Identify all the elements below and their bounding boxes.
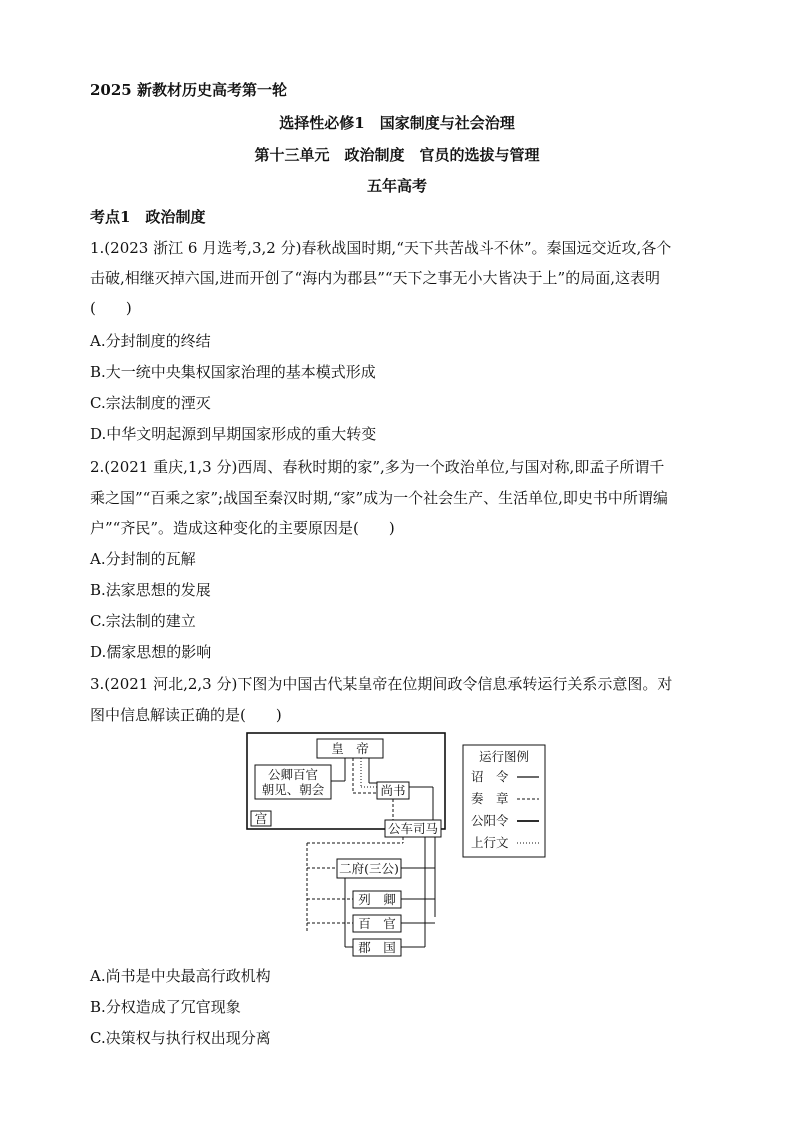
q3-line-1: 3.(2021 河北,2,3 分)下图为中国古代某皇帝在位期间政令信息承转运行关系示意图。对	[90, 675, 673, 693]
q3-option-c: C.决策权与执行权出现分离	[90, 1029, 271, 1047]
module-title: 选择性必修1 国家制度与社会治理	[279, 114, 515, 132]
q3-option-b: B.分权造成了冗官现象	[90, 998, 241, 1016]
q1-option-d: D.中华文明起源到早期国家形成的重大转变	[90, 425, 377, 443]
legend-label-order: 公阳令	[471, 813, 509, 828]
junguo-label: 郡 国	[358, 940, 396, 955]
legend-label-edict: 诏 令	[471, 769, 509, 784]
political-structure-diagram	[245, 731, 550, 961]
q1-option-c: C.宗法制度的湮灭	[90, 394, 211, 412]
shangshu-label: 尚书	[380, 783, 406, 798]
emperor-label: 皇 帝	[331, 741, 369, 756]
q2-option-a: A.分封制的瓦解	[90, 550, 196, 568]
palace-label: 宫	[254, 811, 268, 826]
q1-option-b: B.大一统中央集权国家治理的基本模式形成	[90, 363, 376, 381]
topic-heading: 考点1 政治制度	[90, 208, 206, 226]
q2-line-1: 2.(2021 重庆,1,3 分)西周、春秋时期的家”,多为一个政治单位,与国对称,即孟子所谓千	[90, 458, 665, 476]
q1-option-a: A.分封制度的终结	[90, 332, 211, 350]
baiguan-label: 百 官	[358, 916, 396, 931]
q1-line-3: ( )	[90, 299, 132, 317]
q2-line-2: 乘之国”“百乘之家”;战国至秦汉时期,“家”成为一个社会生产、生活单位,即史书中所谓编	[90, 489, 668, 507]
q2-option-b: B.法家思想的发展	[90, 581, 211, 599]
q2-line-3: 户”“齐民”。造成这种变化的主要原因是( )	[90, 519, 395, 537]
q2-option-d: D.儒家思想的影响	[90, 643, 212, 661]
lieqing-label: 列 卿	[358, 892, 396, 907]
court-officials-label-1: 公卿百官	[267, 767, 319, 782]
legend-title: 运行图例	[478, 749, 530, 764]
q2-option-c: C.宗法制的建立	[90, 612, 196, 630]
q1-line-1: 1.(2023 浙江 6 月选考,3,2 分)春秋战国时期,“天下共苦战斗不休”。秦国远交近攻,各个	[90, 239, 672, 257]
legend-label-upward: 上行文	[471, 835, 509, 850]
q3-line-2: 图中信息解读正确的是( )	[90, 706, 282, 724]
q3-option-a: A.尚书是中央最高行政机构	[90, 967, 271, 985]
gate-label: 公车司马	[387, 821, 439, 836]
section-title: 五年高考	[366, 177, 427, 195]
unit-title: 第十三单元 政治制度 官员的选拔与管理	[254, 146, 540, 164]
legend-label-memorial: 奏 章	[471, 791, 509, 806]
erfu-label: 二府(三公)	[339, 861, 399, 876]
series-title: 2025 新教材历史高考第一轮	[90, 81, 287, 99]
q1-line-2: 击破,相继灭掉六国,进而开创了“海内为郡县”“天下之事无小大皆决于上”的局面,这表明	[90, 269, 660, 287]
court-officials-label-2: 朝见、朝会	[261, 782, 325, 797]
